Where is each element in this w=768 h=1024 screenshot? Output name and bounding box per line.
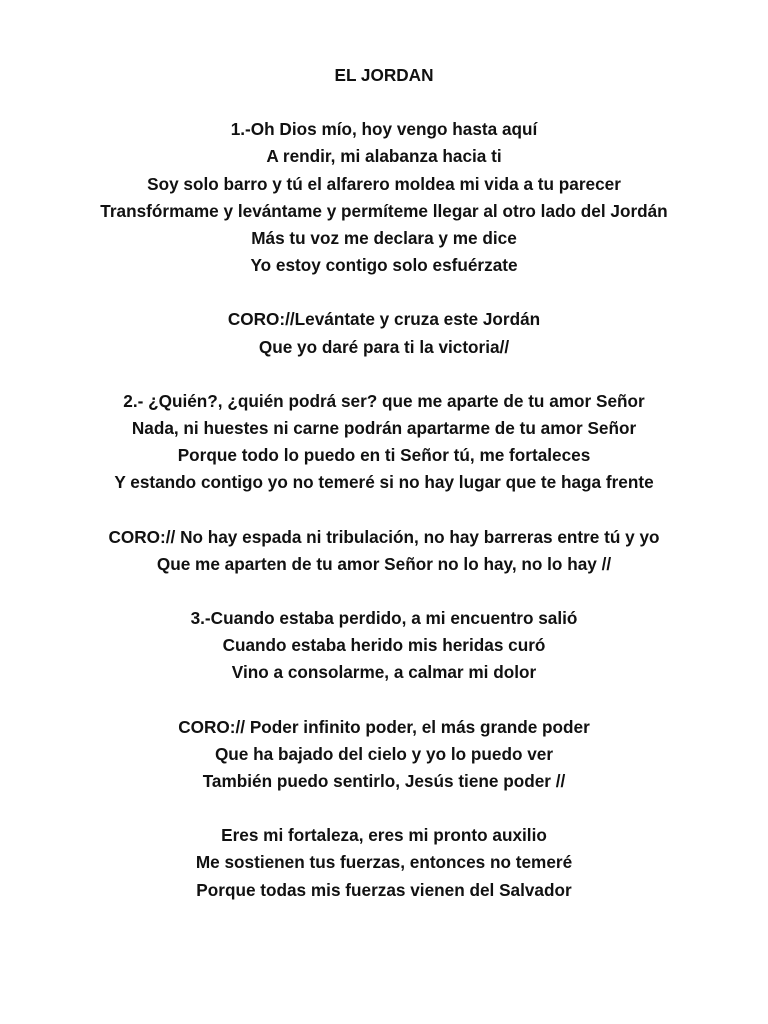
verse-1-line-4: Transfórmame y levántame y permíteme llegar al otro lado del Jordán: [100, 200, 668, 221]
chorus-3-line-1: CORO:// Poder infinito poder, el más grande poder: [178, 716, 590, 737]
verse-2-line-3: Porque todo lo puedo en ti Señor tú, me fortaleces: [177, 445, 591, 466]
bridge-line-1: Eres mi fortaleza, eres mi pronto auxilio: [221, 825, 547, 846]
verse-1: [0, 116, 768, 279]
bridge-line-3: Porque todas mis fuerzas vienen del Salvador: [196, 879, 572, 900]
verse-1-line-6: Yo estoy contigo solo esfuérzate: [250, 255, 518, 276]
verse-2-line-1: 2.- ¿Quién?, ¿quién podrá ser? que me aparte de tu amor Señor: [123, 390, 645, 411]
verse-1-line-5: Más tu voz me declara y me dice: [251, 228, 517, 249]
verse-1-line-3: Soy solo barro y tú el alfarero moldea mi vida a tu parecer: [147, 173, 621, 194]
verse-2-line-2: Nada, ni huestes ni carne podrán apartarme de tu amor Señor: [131, 418, 637, 439]
chorus-3-line-2: Que ha bajado del cielo y yo lo puedo ver: [214, 743, 554, 764]
chorus-3-line-3: También puedo sentirlo, Jesús tiene poder //: [202, 771, 566, 792]
chorus-2-line-2: Que me aparten de tu amor Señor no lo hay, no lo hay //: [156, 553, 612, 574]
verse-3: [0, 605, 768, 687]
verse-2: [0, 388, 768, 497]
bridge: [0, 822, 768, 904]
verse-1-line-1: 1.-Oh Dios mío, hoy vengo hasta aquí: [230, 119, 538, 140]
song-title: EL JORDAN: [334, 65, 434, 85]
chorus-2-line-1: CORO:// No hay espada ni tribulación, no hay barreras entre tú y yo: [108, 526, 660, 547]
verse-3-line-1: 3.-Cuando estaba perdido, a mi encuentro salió: [190, 608, 578, 629]
lyrics-page: [0, 62, 768, 931]
chorus-1-line-1: CORO://Levántate y cruza este Jordán: [227, 309, 541, 330]
verse-3-line-2: Cuando estaba herido mis heridas curó: [222, 635, 546, 656]
chorus-1: [0, 306, 768, 360]
chorus-2: [0, 524, 768, 578]
verse-1-line-2: A rendir, mi alabanza hacia ti: [266, 146, 502, 167]
chorus-1-line-2: Que yo daré para ti la victoria//: [258, 336, 510, 357]
bridge-line-2: Me sostienen tus fuerzas, entonces no temeré: [195, 852, 573, 873]
chorus-3: [0, 714, 768, 796]
verse-3-line-3: Vino a consolarme, a calmar mi dolor: [231, 662, 537, 683]
verse-2-line-4: Y estando contigo yo no temeré si no hay lugar que te haga frente: [114, 472, 654, 493]
